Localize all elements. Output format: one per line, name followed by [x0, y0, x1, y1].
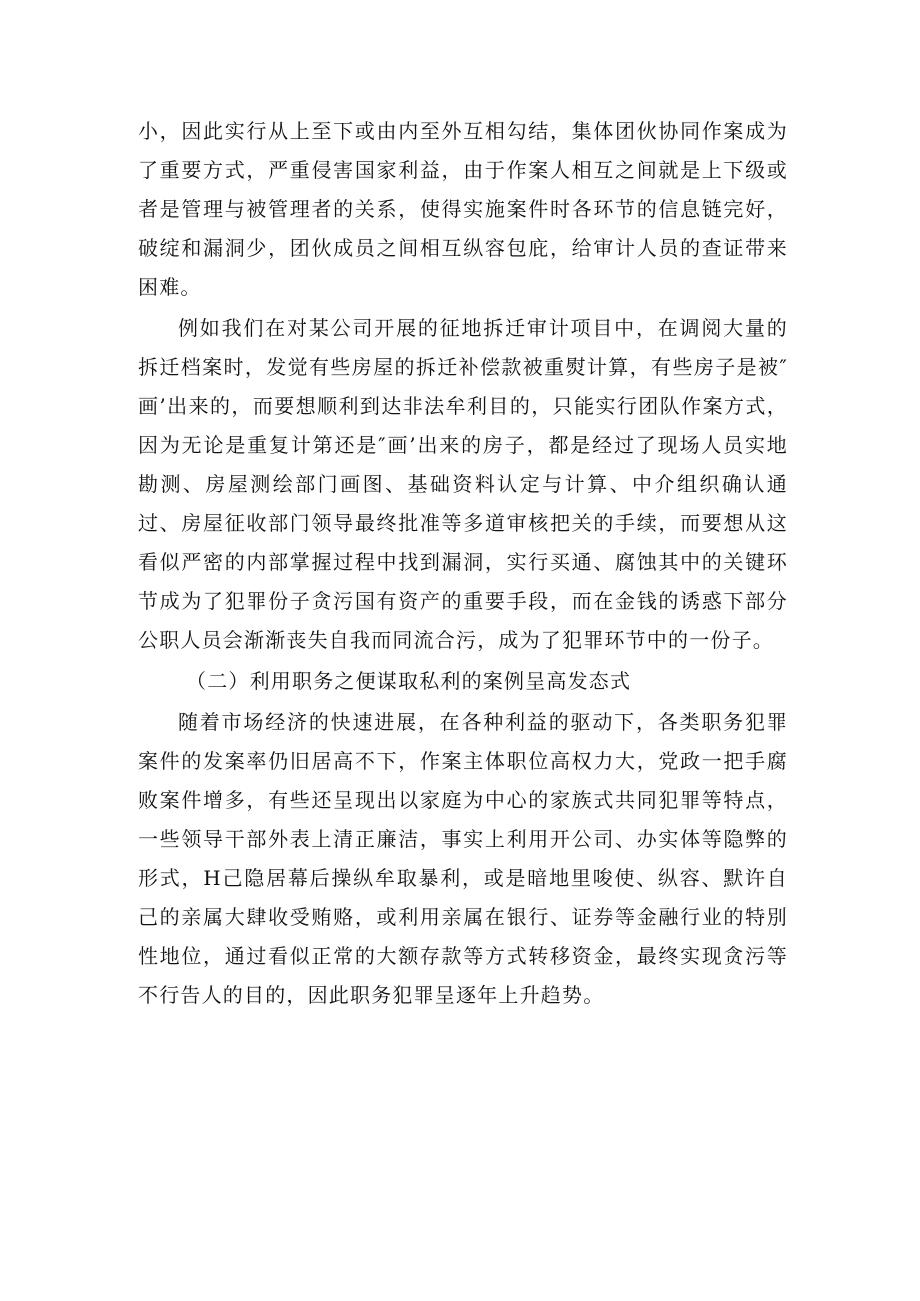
document-body	[138, 112, 788, 1015]
paragraph-trend: 随着市场经济的快速进展，在各种利益的驱动下，各类职务犯罪案件的发案率仍旧居高不下，作案主体职位高权力大，党政一把手腐败案件增多，有些还呈现出以家庭为中心的家族式共同犯罪等特点，一些领导干部外表上清正廉洁，事实上利用开公司、办实体等隐弊的形式，H己隐居幕后操纵牟取暴利，或是暗地里唆使、纵容、默许自己的亲属大肆收受贿赂，或利用亲属在银行、证券等金融行业的特別性地位，通过看似正常的大额存款等方式转移资金，最终实现贪污等不行告人的目的，因此职务犯罪呈逐年上升趋势。	[138, 710, 788, 1007]
paragraph-example: 例如我们在对某公司开展的征地拆迁审计项目中，在调阅大量的拆迁档案时，发觉有些房屋的拆迁补偿款被重熨计算，有些房子是被″画’出来的，而要想顺利到达非法牟利目的，只能实行团队作案方式，因为无论是重复计第还是″画’出来的房子，都是经过了现场人员实地勘测、房屋测绘部门画图、基础资料认定与计算、中介组织确认通过、房屋征收部门领导最终批准等多道审核把关的手续，而要想从这看似严密的内部掌握过程中找到漏洞，实行买通、腐蚀其中的关键环节成为了犯罪份子贪污国有资产的重要手段，而在金钱的诱惑下部分公职人员会渐渐丧失自我而同流合污，成为了犯罪环节中的一份子。	[138, 316, 788, 652]
section-heading: （二）利用职务之便谋取私利的案例呈高发态式	[186, 669, 632, 693]
paragraph-continuation: 小，因此实行从上至下或由内至外互相勾结，集体团伙协同作案成为了重要方式，严重侵害国家利益，由于作案人相互之间就是上下级或者是管理与被管理者的关系，使得实施案件时各环节的信息链完好，破绽和漏洞少，团伙成员之间相互纵容包庇，给审计人员的查证带来困难。	[138, 119, 788, 299]
